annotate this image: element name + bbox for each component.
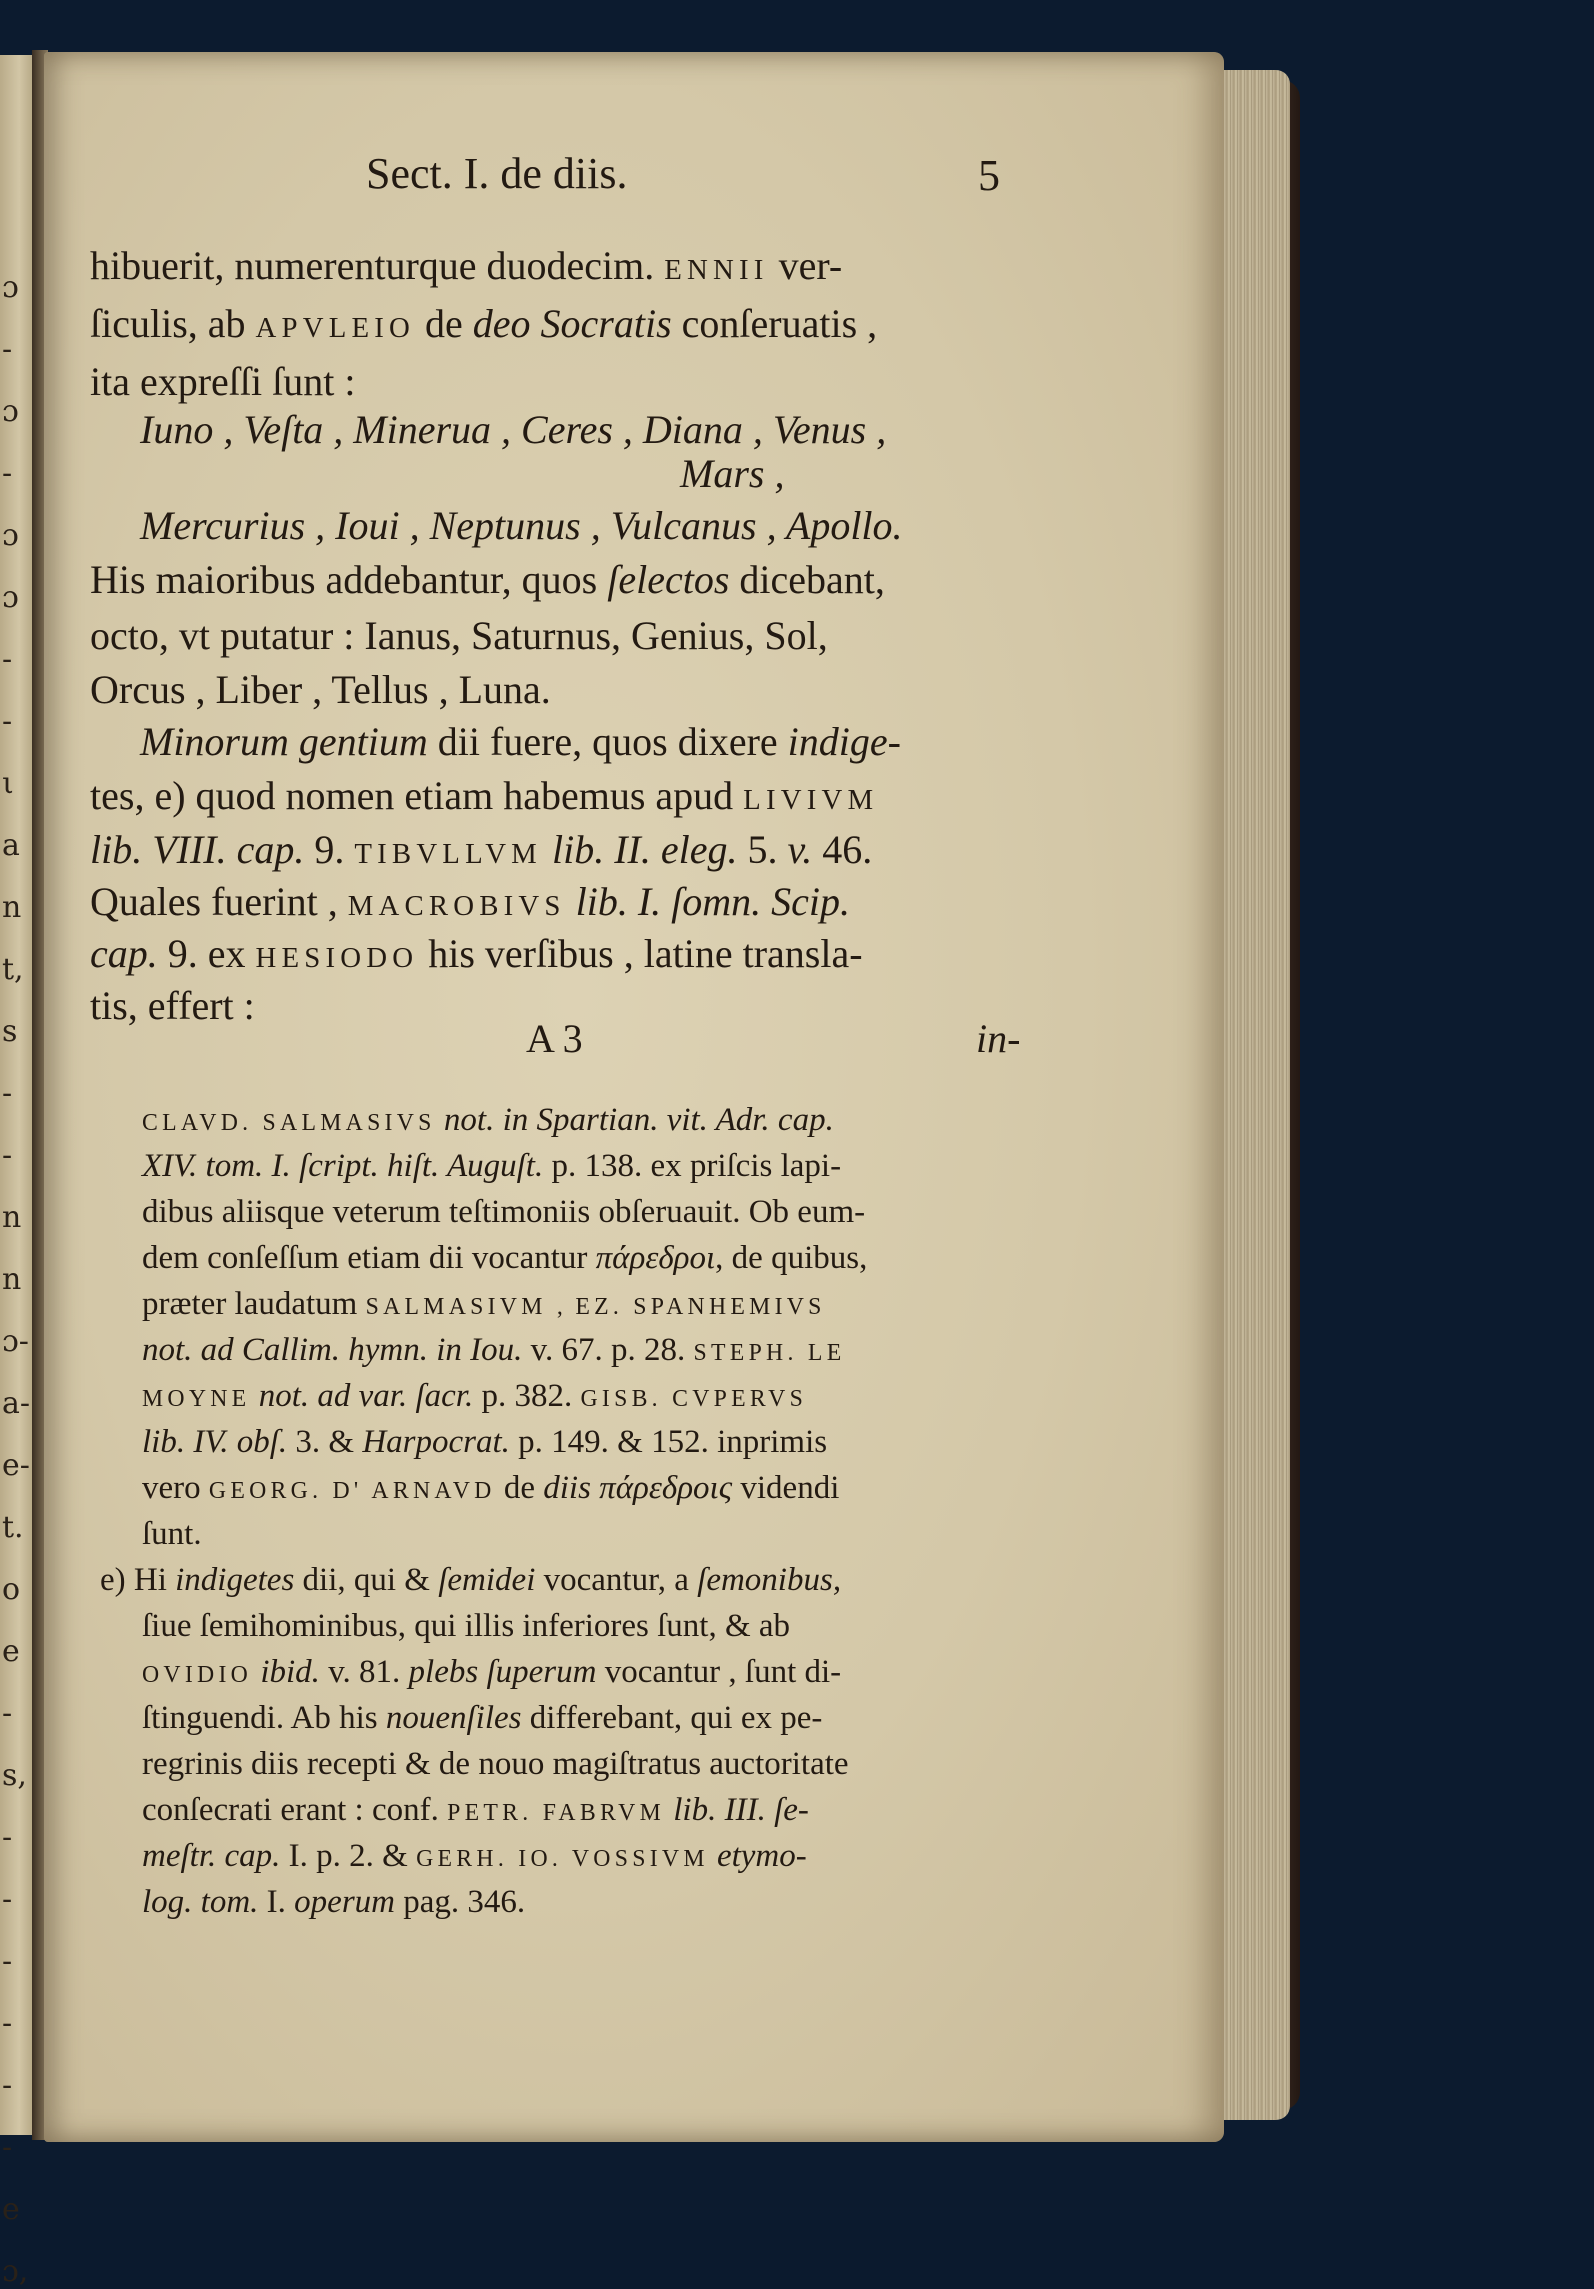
footnote-line-13-seg-5: vocantur , ſunt di-	[596, 1654, 842, 1690]
footnote-line-9-seg-5: videndi	[732, 1470, 840, 1506]
main-text-line-14	[90, 930, 863, 977]
footnote-line-9-seg-4: diis πάρεδροις	[543, 1470, 733, 1506]
footnote-line-16-seg-3: lib. III. ſe-	[665, 1792, 809, 1828]
margin-fragment: n	[2, 1200, 22, 1235]
footnote-line-9-seg-2: GEORG. D' ARNAVD	[208, 1478, 496, 1504]
footnote-line-6	[142, 1332, 845, 1369]
main-text-line-14-seg-3: HESIODO	[255, 942, 419, 974]
footnote-line-17-seg-3: GERH. IO. VOSSIVM	[416, 1846, 709, 1872]
main-text-line-6	[140, 502, 903, 549]
margin-fragment: -	[2, 1696, 13, 1731]
footnote-line-16	[142, 1792, 809, 1829]
margin-fragment: a-	[2, 1386, 31, 1421]
main-text-line-5-seg-1: Mars ,	[680, 451, 785, 496]
footnote-line-5-seg-4: EZ. SPANHEMIVS	[575, 1294, 826, 1320]
main-text-line-12-seg-7: 46.	[812, 827, 873, 872]
main-text-line-12-seg-1: lib. VIII. cap.	[90, 827, 305, 872]
footnote-line-15	[142, 1746, 849, 1783]
main-text-line-11	[90, 772, 878, 819]
main-text-line-6-seg-1: Mercurius , Ioui , Neptunus , Vulcanus , Apollo.	[140, 503, 903, 548]
main-text-line-9-seg-1: Orcus , Liber , Tellus , Luna.	[90, 667, 551, 712]
margin-fragment: s	[2, 1014, 18, 1049]
margin-fragment: -	[2, 704, 13, 739]
main-text-line-12-seg-4: lib. II. eleg.	[541, 827, 738, 872]
margin-fragment: e	[2, 1634, 20, 1669]
main-text-line-11-seg-3: LIVIVM	[743, 784, 879, 816]
footnote-line-17-seg-4: etymo-	[708, 1838, 807, 1874]
main-text-line-7-seg-3: dicebant,	[729, 557, 885, 602]
footnote-line-7	[142, 1378, 807, 1415]
main-text-line-7	[90, 556, 885, 603]
main-text-line-9	[90, 666, 551, 713]
footnote-line-13-seg-2: ibid.	[252, 1654, 320, 1690]
footnote-line-18	[142, 1884, 525, 1921]
margin-fragment: ɔ-	[2, 1324, 29, 1359]
margin-fragment: ɔ	[2, 394, 19, 429]
footnote-line-9	[142, 1470, 839, 1507]
footnote-line-18-seg-2: I.	[258, 1884, 295, 1920]
main-text-line-8	[90, 612, 828, 659]
margin-fragment: ι	[2, 766, 14, 801]
main-text-line-4	[140, 406, 886, 453]
main-text-line-13	[90, 878, 850, 925]
footnote-line-8-seg-3: Harpocrat.	[362, 1424, 510, 1460]
margin-fragment: -	[2, 642, 13, 677]
main-text-line-7-seg-1: His maioribus addebantur, quos	[90, 557, 608, 602]
footnote-line-11-seg-1: e) Hi	[100, 1562, 176, 1598]
footnote-line-3	[142, 1194, 865, 1231]
footnote-line-11-seg-3: dii, qui &	[294, 1562, 439, 1598]
footnote-line-4-seg-3: , de quibus,	[715, 1240, 868, 1276]
main-text-line-14-seg-1: cap.	[90, 931, 158, 976]
footnote-line-7-seg-3: p. 382.	[473, 1378, 581, 1414]
margin-fragment: -	[2, 2130, 13, 2165]
footnote-line-2-seg-2: p. 138. ex priſcis lapi-	[543, 1148, 842, 1184]
main-text-line-10-seg-1: Minorum gentium	[140, 719, 428, 764]
margin-fragment: n	[2, 1262, 22, 1297]
footnote-line-18-seg-3: operum	[294, 1884, 395, 1920]
main-text-line-1-seg-1: hibuerit, numerenturque duodecim.	[90, 243, 665, 288]
main-text-line-10-seg-3: indige-	[787, 719, 901, 764]
margin-fragment: -	[2, 456, 13, 491]
footnote-line-18-seg-4: pag. 346.	[395, 1884, 526, 1920]
margin-fragment: -	[2, 2068, 13, 2103]
main-text-line-1-seg-2: ENNII	[664, 254, 769, 286]
footnote-line-11	[100, 1562, 841, 1599]
main-text-line-12	[90, 826, 872, 873]
footnote-line-5-seg-1: præter laudatum	[142, 1286, 366, 1322]
footnote-line-13-seg-1: OVIDIO	[142, 1662, 253, 1688]
footnote-line-9-seg-1: vero	[142, 1470, 209, 1506]
margin-fragment: e	[2, 2192, 20, 2227]
main-text-line-12-seg-3: TIBVLLVM	[354, 838, 542, 870]
footnote-line-13	[142, 1654, 841, 1691]
main-text-line-2-seg-2: APVLEIO	[255, 312, 415, 344]
footnote-line-10-seg-1: ſunt.	[142, 1516, 202, 1552]
margin-fragment: a	[2, 828, 20, 863]
main-text-line-13-seg-2: MACROBIVS	[347, 890, 566, 922]
main-text-line-4-seg-1: Iuno , Veſta , Minerua , Ceres , Diana , Venus ,	[140, 407, 887, 452]
main-text-line-7-seg-2: ſelectos	[607, 557, 730, 602]
footnote-line-13-seg-3: v. 81.	[319, 1654, 409, 1690]
footnote-line-1	[142, 1102, 834, 1139]
footnote-line-16-seg-2: PETR. FABRVM	[447, 1800, 666, 1826]
footnote-line-16-seg-1: conſecrati erant : conf.	[142, 1792, 448, 1828]
footnote-line-11-seg-5: vocantur, a	[535, 1562, 698, 1598]
margin-fragment: -	[2, 1944, 13, 1979]
main-text-line-2-seg-5: conſeruatis ,	[671, 301, 878, 346]
margin-fragment: s,	[2, 1758, 27, 1793]
margin-fragment: t.	[2, 1510, 24, 1545]
footnote-line-9-seg-3: de	[495, 1470, 544, 1506]
main-text-line-3	[90, 358, 356, 405]
main-text-line-5	[680, 450, 784, 497]
footnote-line-4-seg-2: πάρεδροι	[595, 1240, 716, 1276]
main-text-line-1	[90, 242, 842, 289]
footnote-line-11-seg-4: ſemidei	[438, 1562, 536, 1598]
footnote-line-18-seg-1: log. tom.	[142, 1884, 259, 1920]
margin-fragment: -	[2, 1820, 13, 1855]
footnote-line-8-seg-1: lib. IV. obſ.	[142, 1424, 288, 1460]
footnote-line-14-seg-3: differebant, qui ex pe-	[521, 1700, 823, 1736]
footnote-line-17	[142, 1838, 807, 1875]
main-text-line-12-seg-2: 9.	[304, 827, 355, 872]
margin-fragment: -	[2, 1882, 13, 1917]
footnote-line-7-seg-2: not. ad var. ſacr.	[250, 1378, 474, 1414]
footnote-line-10	[142, 1516, 202, 1553]
main-text-line-12-seg-6: v.	[787, 827, 813, 872]
main-text-line-3-seg-1: ita expreſſi ſunt :	[90, 359, 356, 404]
footnote-line-13-seg-4: plebs ſuperum	[408, 1654, 597, 1690]
footnote-line-8	[142, 1424, 827, 1461]
footnote-line-1-seg-2: not. in Spartian. vit. Adr. cap.	[435, 1102, 834, 1138]
page-number: 5	[978, 151, 1000, 200]
margin-fragment: ɔ,	[2, 2254, 29, 2289]
signature-mark: A 3	[526, 1016, 583, 1061]
footnote-line-3-seg-1: dibus aliisque veterum teſtimoniis obſeruauit. Ob eum-	[142, 1194, 866, 1230]
footnote-line-8-seg-2: 3. &	[287, 1424, 363, 1460]
catchword: in-	[976, 1016, 1021, 1061]
footnote-line-17-seg-1: meſtr. cap.	[142, 1838, 281, 1874]
margin-fragment: o	[2, 1572, 21, 1607]
margin-fragment: ɔ	[2, 270, 19, 305]
main-text-line-13-seg-1: Quales fuerint ,	[90, 879, 348, 924]
main-text-line-12-seg-5: 5.	[737, 827, 788, 872]
footnote-line-4	[142, 1240, 867, 1277]
main-text-line-2-seg-3: de	[415, 301, 473, 346]
footnote-line-12-seg-1: ſiue ſemihominibus, qui illis inferiores ſunt, & ab	[142, 1608, 791, 1644]
main-text-line-11-seg-2: , e) quod nomen etiam habemus apud	[134, 773, 744, 818]
footnote-line-6-seg-1: not. ad Callim. hymn. in Iou.	[142, 1332, 523, 1368]
footnote-line-2-seg-1: XIV. tom. I. ſcript. hiſt. Auguſt.	[142, 1148, 544, 1184]
margin-fragment: ɔ	[2, 580, 19, 615]
main-text-line-15	[90, 982, 255, 1029]
footnote-line-5	[142, 1286, 826, 1323]
main-text-line-1-seg-3: ver-	[768, 243, 843, 288]
margin-fragment: -	[2, 1076, 13, 1111]
margin-fragment: t,	[2, 952, 24, 987]
footnote-line-5-seg-2: SALMASIVM ,	[365, 1294, 568, 1320]
margin-fragment: -	[2, 332, 13, 367]
main-text-line-2	[90, 300, 877, 347]
running-head: Sect. I. de diis.	[366, 149, 628, 198]
main-text-line-10	[140, 718, 901, 765]
footnote-line-7-seg-1: MOYNE	[142, 1386, 251, 1412]
footnote-line-6-seg-3: STEPH. LE	[693, 1340, 846, 1366]
margin-fragment: ɔ	[2, 518, 19, 553]
footnote-line-12	[142, 1608, 790, 1645]
footnote-line-11-seg-6: ſemonibus,	[697, 1562, 842, 1598]
footnote-line-15-seg-1: regrinis diis recepti & de nouo magiſtratus auctoritate	[142, 1746, 849, 1782]
footnote-line-17-seg-2: I. p. 2. &	[280, 1838, 417, 1874]
footnote-line-14-seg-2: nouenſiles	[385, 1700, 522, 1736]
margin-fragment: e-	[2, 1448, 30, 1483]
main-text-line-13-seg-3: lib. I. ſomn. Scip.	[565, 879, 851, 924]
footnote-line-11-seg-2: indigetes	[175, 1562, 295, 1598]
footnote-line-8-seg-4: p. 149. & 152. inprimis	[509, 1424, 828, 1460]
footnote-line-2	[142, 1148, 841, 1185]
margin-fragment: n	[2, 890, 22, 925]
main-text-line-10-seg-2: dii fuere, quos dixere	[427, 719, 788, 764]
main-text-line-14-seg-2: 9. ex	[157, 931, 256, 976]
footnote-line-4-seg-1: dem conſeſſum etiam dii vocantur	[142, 1240, 596, 1276]
main-text-line-15-seg-1: tis, effert :	[90, 983, 255, 1028]
footnote-line-1-seg-1: CLAVD. SALMASIVS	[142, 1110, 436, 1136]
main-text-line-8-seg-1: octo, vt putatur : Ianus, Saturnus, Genius, Sol,	[90, 613, 828, 658]
margin-fragment: -	[2, 1138, 13, 1173]
main-text-line-2-seg-1: ſiculis, ab	[90, 301, 256, 346]
main-text-line-14-seg-4: his verſibus , latine transla-	[418, 931, 863, 976]
previous-page-edge	[0, 55, 35, 2289]
footnote-line-7-seg-4: GISB. CVPERVS	[580, 1386, 808, 1412]
footnote-line-14	[142, 1700, 822, 1737]
footnote-line-14-seg-1: ſtinguendi. Ab his	[142, 1700, 386, 1736]
main-text-line-2-seg-4: deo Socratis	[472, 301, 672, 346]
main-text-line-11-seg-1: tes	[90, 773, 135, 818]
footnote-line-6-seg-2: v. 67. p. 28.	[522, 1332, 694, 1368]
margin-fragment: -	[2, 2006, 13, 2041]
